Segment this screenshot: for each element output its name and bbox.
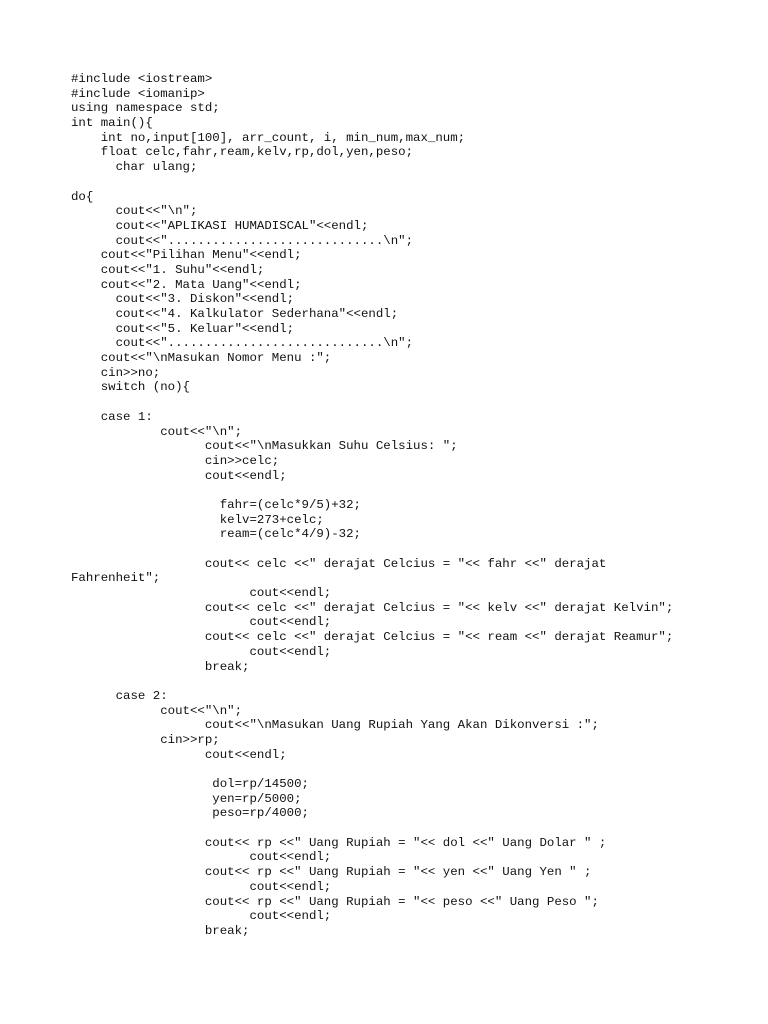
code-line: cin>>rp; bbox=[71, 732, 220, 747]
code-line: cout<< rp <<" Uang Rupiah = "<< peso <<" Uang Peso "; bbox=[71, 894, 599, 909]
code-line bbox=[71, 821, 728, 836]
code-line: cout<<endl; bbox=[71, 747, 287, 762]
code-line: yen=rp/5000; bbox=[71, 791, 302, 806]
code-line bbox=[71, 762, 728, 777]
code-line: cout<<endl; bbox=[71, 468, 287, 483]
code-line: cout<<"1. Suhu"<<endl; bbox=[71, 262, 265, 277]
code-line: cout<<endl; bbox=[71, 644, 332, 659]
code-line: float celc,fahr,ream,kelv,rp,dol,yen,peso; bbox=[71, 145, 414, 160]
code-line: kelv=273+celc; bbox=[71, 512, 324, 527]
code-line bbox=[71, 674, 728, 689]
code-line: cout<<"\nMasukan Uang Rupiah Yang Akan Dikonversi :"; bbox=[71, 718, 599, 733]
code-line: cout<< celc <<" derajat Celcius = "<< ream <<" derajat Reamur"; bbox=[71, 630, 674, 645]
code-line: cout<<"5. Keluar"<<endl; bbox=[71, 321, 295, 336]
code-line: cout<<"3. Diskon"<<endl; bbox=[71, 292, 295, 307]
code-line: fahr=(celc*9/5)+32; bbox=[71, 497, 361, 512]
code-line: cout<<endl; bbox=[71, 586, 332, 601]
code-line: cout<<endl; bbox=[71, 850, 332, 865]
code-line bbox=[71, 542, 728, 557]
code-line: cout<<"\n"; bbox=[71, 703, 243, 718]
code-line: cin>>no; bbox=[71, 365, 161, 380]
code-line: using namespace std; bbox=[71, 101, 220, 116]
code-line: cout<<"\n"; bbox=[71, 204, 198, 219]
code-line: cout<< rp <<" Uang Rupiah = "<< dol <<" Uang Dolar " ; bbox=[71, 835, 607, 850]
code-line: char ulang; bbox=[71, 160, 198, 175]
code-line: cout<<"\nMasukkan Suhu Celsius: "; bbox=[71, 439, 458, 454]
code-line bbox=[71, 175, 728, 190]
code-line: cout<<"4. Kalkulator Sederhana"<<endl; bbox=[71, 307, 399, 321]
code-listing bbox=[71, 72, 728, 939]
code-line: #include <iostream> bbox=[71, 72, 213, 86]
code-line: break; bbox=[71, 659, 250, 674]
code-line: cout<<"2. Mata Uang"<<endl; bbox=[71, 277, 302, 292]
code-line: break; bbox=[71, 923, 250, 938]
code-line: cout<< celc <<" derajat Celcius = "<< kelv <<" derajat Kelvin"; bbox=[71, 600, 674, 615]
code-line: cout<<"\n"; bbox=[71, 424, 243, 439]
code-line: int no,input[100], arr_count, i, min_num,max_num; bbox=[71, 130, 466, 145]
code-line: case 2: bbox=[71, 688, 168, 703]
code-line bbox=[71, 395, 728, 410]
code-line: cout<<"Pilihan Menu"<<endl; bbox=[71, 248, 302, 263]
code-line: Fahrenheit"; bbox=[71, 571, 161, 586]
code-line: cout<<"\nMasukan Nomor Menu :"; bbox=[71, 351, 332, 366]
code-line: cout<<endl; bbox=[71, 909, 332, 924]
code-line: do{ bbox=[71, 189, 94, 204]
code-line: cout<<".............................\n"; bbox=[71, 336, 414, 351]
code-line: peso=rp/4000; bbox=[71, 806, 309, 821]
code-line: #include <iomanip> bbox=[71, 86, 205, 101]
code-line bbox=[71, 483, 728, 498]
code-line: switch (no){ bbox=[71, 380, 190, 395]
code-line: cout<<endl; bbox=[71, 615, 332, 630]
code-line: cout<< rp <<" Uang Rupiah = "<< yen <<" Uang Yen " ; bbox=[71, 865, 592, 880]
code-line: case 1: bbox=[71, 409, 153, 424]
code-line: cout<< celc <<" derajat Celcius = "<< fahr <<" derajat bbox=[71, 556, 607, 571]
code-line: cout<<endl; bbox=[71, 879, 332, 894]
code-line: dol=rp/14500; bbox=[71, 777, 309, 791]
code-line: cout<<".............................\n"; bbox=[71, 233, 414, 248]
code-line: int main(){ bbox=[71, 116, 153, 131]
code-line: cout<<"APLIKASI HUMADISCAL"<<endl; bbox=[71, 218, 369, 233]
code-line: cin>>celc; bbox=[71, 453, 280, 468]
code-line: ream=(celc*4/9)-32; bbox=[71, 527, 361, 542]
